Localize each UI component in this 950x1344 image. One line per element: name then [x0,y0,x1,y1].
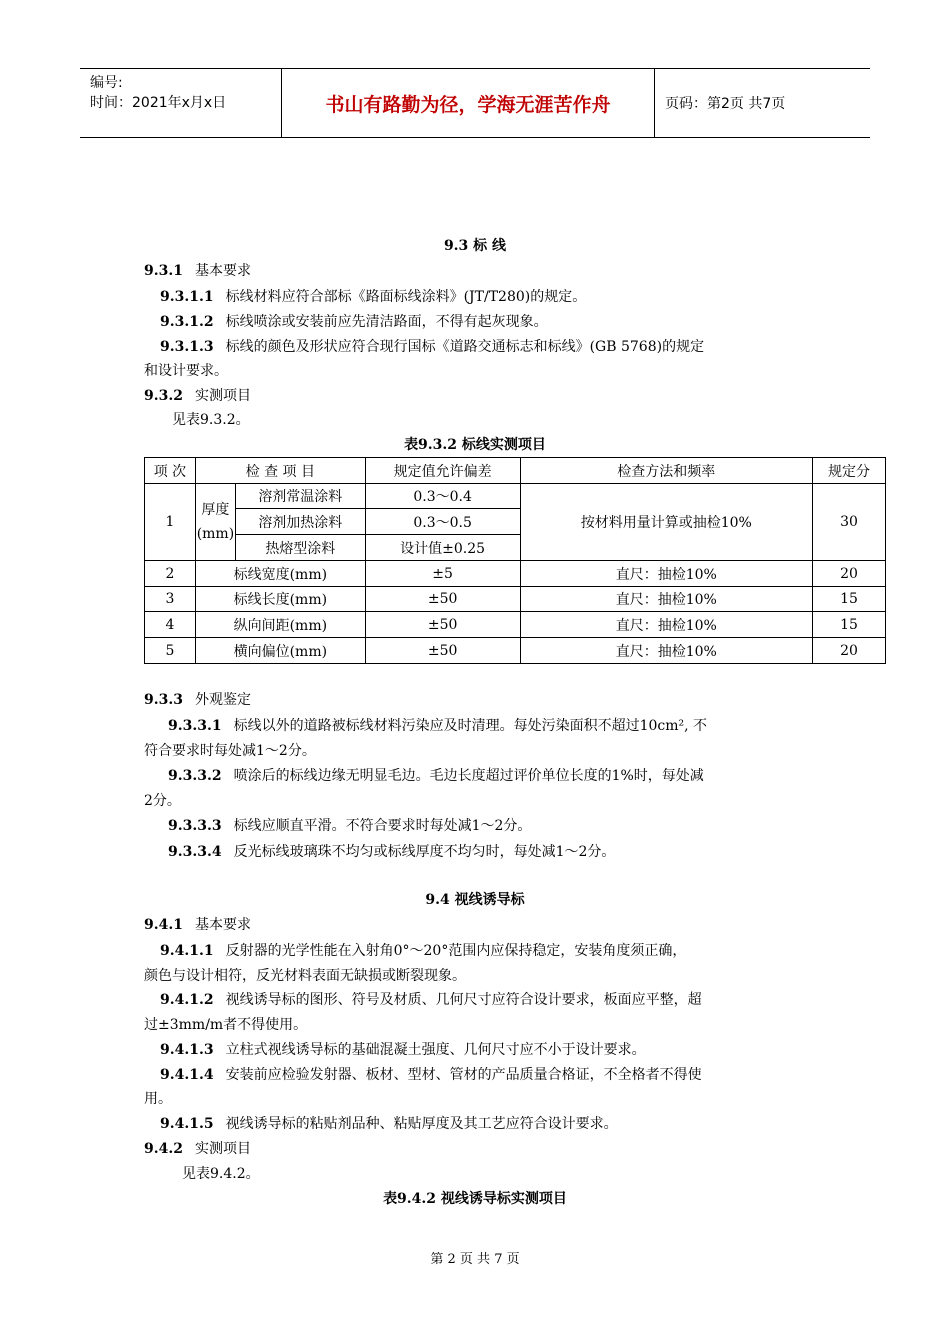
date-label: 时间：2021年x月x日 [90,95,227,111]
page-header [80,68,870,138]
row-item: 横向偏位(mm) [195,638,365,664]
row-num: 1 [145,484,196,561]
row-method: 直尺：抽检10% [520,561,813,587]
clause-9-3-3-1: 9.3.3.1 标线以外的道路被标线材料污染应及时清理。每处污染面积不超过10cm², 不 [168,718,708,734]
row-tolerance: ±50 [365,587,520,612]
header-cell: 规定分 [813,458,886,484]
clause-9-4-1-1-cont: 颜色与设计相符，反光材料表面无缺损或断裂现象。 [144,968,466,984]
row-item: 标线宽度(mm) [195,561,365,587]
row-score: 30 [813,484,886,561]
row-num: 2 [145,561,196,587]
row-score: 15 [813,587,886,612]
row-group: 厚度 (mm) [195,484,235,561]
row-tolerance: 设计值±0.25 [365,535,520,561]
section-title-9-3: 9.3 标 线 [443,238,507,254]
row-tolerance: 0.3～0.5 [365,509,520,535]
header-page-label: 页码：第2页 共7页 [665,96,786,112]
table-row [145,612,886,638]
section-title-9-4: 9.4 视线诱导标 [425,892,525,908]
header-cell: 检 查 项 目 [195,458,365,484]
row-item: 溶剂常温涂料 [235,484,365,509]
table-row [145,587,886,612]
row-tolerance: ±50 [365,612,520,638]
row-num: 5 [145,638,196,664]
clause-9-3-3-1-cont: 符合要求时每处减1～2分。 [144,743,316,759]
table-9-3-2 [144,457,886,664]
row-score: 15 [813,612,886,638]
clause-9-3-3-4: 9.3.3.4 反光标线玻璃珠不均匀或标线厚度不均匀时，每处减1～2分。 [168,844,616,860]
row-item: 溶剂加热涂料 [235,509,365,535]
table-row [145,638,886,664]
table-title-9-3-2: 表9.3.2 标线实测项目 [404,437,546,453]
header-cell: 项 次 [145,458,196,484]
row-tolerance: 0.3～0.4 [365,484,520,509]
clause-9-3-3-2-cont: 2分。 [144,793,181,809]
header-cell: 检查方法和频率 [520,458,813,484]
clause-9-3-3-3: 9.3.3.3 标线应顺直平滑。不符合要求时每处减1～2分。 [168,818,532,834]
row-method: 直尺：抽检10% [520,638,813,664]
clause-9-4-2: 9.4.2 实测项目 [144,1141,251,1157]
header-meta [80,69,282,137]
page-footer: 第 2 页 共 7 页 [430,1252,520,1267]
row-item: 热熔型涂料 [235,535,365,561]
clause-9-3-1-3-cont: 和设计要求。 [144,363,228,379]
table-row [145,484,886,509]
row-num: 3 [145,587,196,612]
clause-9-3-1: 9.3.1 基本要求 [144,263,251,279]
clause-9-4-1-1: 9.4.1.1 反射器的光学性能在入射角0°～20°范围内应保持稳定，安装角度须正确， [160,943,687,959]
row-score: 20 [813,561,886,587]
table-header-row [145,458,886,484]
clause-9-4-1-2: 9.4.1.2 视线诱导标的图形、符号及材质、几何尺寸应符合设计要求，板面应平整，超 [160,992,702,1008]
clause-9-3-1-2: 9.3.1.2 标线喷涂或安装前应先清洁路面，不得有起灰现象。 [160,314,548,330]
see-table-9-3-2: 见表9.3.2。 [172,412,250,428]
see-table-9-4-2: 见表9.4.2。 [182,1166,260,1182]
clause-9-3-3: 9.3.3 外观鉴定 [144,692,251,708]
clause-9-4-1-2-cont: 过±3mm/m者不得使用。 [144,1017,308,1033]
row-tolerance: ±5 [365,561,520,587]
header-motto: 书山有路勤为径，学海无涯苦作舟 [282,69,655,137]
clause-9-4-1-5: 9.4.1.5 视线诱导标的粘贴剂品种、粘贴厚度及其工艺应符合设计要求。 [160,1116,618,1132]
row-num: 4 [145,612,196,638]
row-tolerance: ±50 [365,638,520,664]
row-score: 20 [813,638,886,664]
clause-9-3-1-3: 9.3.1.3 标线的颜色及形状应符合现行国标《道路交通标志和标线》(GB 5768)的规定 [160,339,705,355]
clause-9-3-1-1: 9.3.1.1 标线材料应符合部标《路面标线涂料》(JT/T280)的规定。 [160,289,587,305]
clause-9-3-2: 9.3.2 实测项目 [144,388,251,404]
row-method: 按材料用量计算或抽检10% [520,484,813,561]
header-cell: 规定值允许偏差 [365,458,520,484]
clause-9-3-3-2: 9.3.3.2 喷涂后的标线边缘无明显毛边。毛边长度超过评价单位长度的1%时，每处减 [168,768,704,784]
clause-9-4-1-4-cont: 用。 [144,1091,172,1107]
clause-9-4-1-4: 9.4.1.4 安装前应检验发射器、板材、型材、管材的产品质量合格证，不全格者不得使 [160,1067,702,1083]
table-row [145,561,886,587]
row-method: 直尺：抽检10% [520,587,813,612]
number-label: 编号: [90,75,123,91]
table-title-9-4-2: 表9.4.2 视线诱导标实测项目 [383,1191,567,1207]
row-method: 直尺：抽检10% [520,612,813,638]
clause-9-4-1: 9.4.1 基本要求 [144,917,251,933]
row-item: 标线长度(mm) [195,587,365,612]
row-item: 纵向间距(mm) [195,612,365,638]
clause-9-4-1-3: 9.4.1.3 立柱式视线诱导标的基础混凝土强度、几何尺寸应不小于设计要求。 [160,1042,646,1058]
